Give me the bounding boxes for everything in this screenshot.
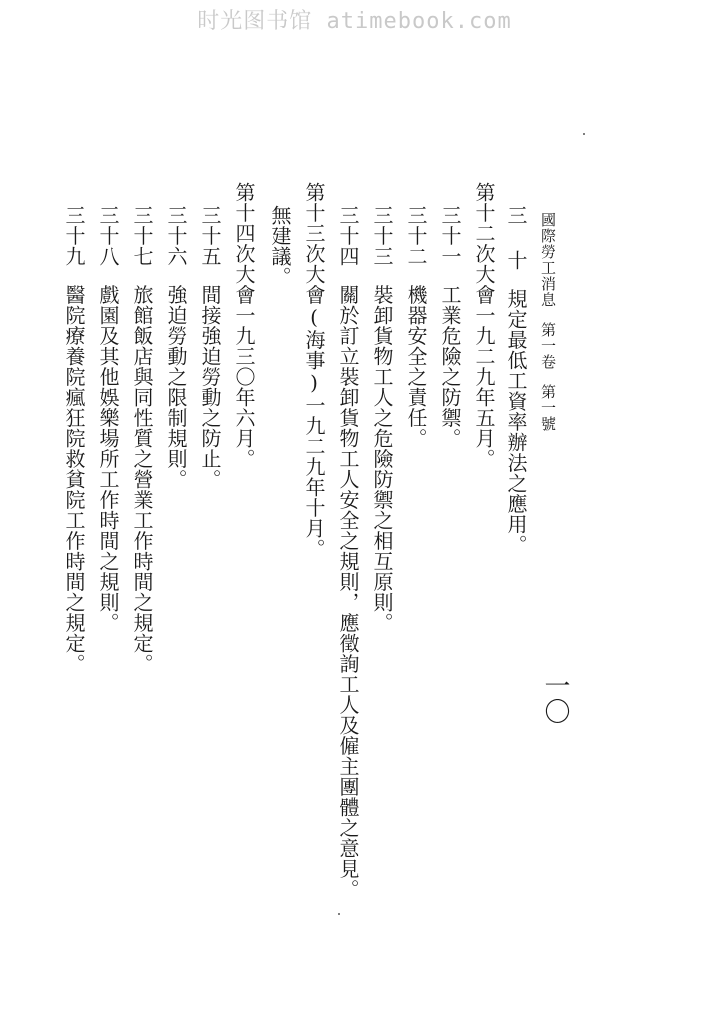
item-number: 三十三	[370, 205, 394, 267]
no-recommendation	[270, 205, 290, 287]
item-text: 關於訂立裝卸貨物工人安全之規則，應徵詢工人及僱主團體之意見。	[336, 284, 360, 900]
print-speck	[583, 133, 585, 135]
session-13-heading	[304, 182, 324, 559]
entry-39	[64, 205, 84, 674]
entry-36	[166, 205, 186, 490]
watermark: 时光图书馆 atimebook.com	[197, 9, 512, 34]
item-text: 強迫勞動之限制規則。	[164, 284, 188, 490]
running-header	[540, 212, 555, 432]
entry-35	[200, 205, 220, 490]
session-heading-text: 第十三次大會(海事)一九二九年十月。	[302, 182, 326, 559]
item-number: 三 十	[504, 205, 528, 271]
item-text: 工業危險之防禦。	[438, 284, 462, 449]
entry-38	[98, 205, 118, 633]
issue-label: 第一號	[539, 384, 557, 432]
item-text: 戲園及其他娛樂場所工作時間之規則。	[96, 284, 120, 633]
item-text: 醫院療養院瘋狂院救貧院工作時間之規定。	[62, 284, 86, 674]
item-number: 三十六	[164, 205, 188, 267]
item-text: 機器安全之責任。	[404, 284, 428, 449]
item-text: 間接強迫勞動之防止。	[198, 284, 222, 490]
item-number: 三十一	[438, 205, 462, 267]
page-number: 一〇	[540, 672, 570, 724]
volume-label: 第一卷	[539, 322, 557, 370]
item-number: 三十九	[62, 205, 86, 267]
session-heading-text: 第十四次大會一九三〇年六月。	[232, 182, 256, 469]
item-text: 裝卸貨物工人之危險防禦之相互原則。	[370, 284, 394, 633]
journal-title: 國際勞工消息	[539, 212, 557, 308]
item-number: 三十五	[198, 205, 222, 267]
item-text: 旅館飯店與同性質之營業工作時間之規定。	[130, 284, 154, 674]
item-number: 三十四	[336, 205, 360, 267]
entry-32	[406, 205, 426, 449]
session-heading-text: 第十二次大會一九二九年五月。	[472, 182, 496, 469]
session-12-heading	[474, 182, 494, 469]
entry-34	[338, 205, 358, 900]
item-number: 三十八	[96, 205, 120, 267]
entry-33	[372, 205, 392, 633]
item-text: 無建議。	[268, 205, 292, 287]
entry-31	[440, 205, 460, 449]
item-number: 三十七	[130, 205, 154, 267]
entry-37	[132, 205, 152, 674]
item-text: 規定最低工資率辦法之應用。	[504, 288, 528, 555]
item-number: 三十二	[404, 205, 428, 267]
session-14-heading	[234, 182, 254, 469]
print-speck	[338, 913, 340, 915]
entry-30	[506, 205, 526, 555]
